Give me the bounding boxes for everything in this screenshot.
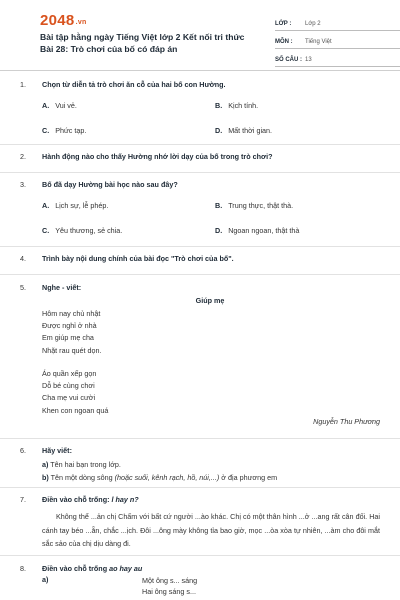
q3-option-d[interactable]: D. Ngoan ngoan, thật thà [215, 226, 300, 235]
divider [0, 274, 400, 275]
question-7: 7. Điền vào chỗ trống: l hay n? Không thể ...ản chị Chấm với bất cứ người ...ào khác. Chị có một thân hình ...ở ...ang rất cân đối. Hai cánh tay béo ...ẵn, chắc ...ịch. Đôi ...ông mày không tỉa bao giờ, mọc ...òa xòa tự nhiên, ...àm cho đôi mắt sắc sảo của chị dịu dàng đi. [20, 495, 380, 551]
q8-lines: Một ông s... sáng Hai ông sáng s... [142, 576, 198, 596]
meta-question-count: SỐ CÂU : 13 [275, 49, 400, 67]
divider [0, 246, 400, 247]
question-1: 1. Chọn từ diễn tả trò chơi ăn cỗ của hai bố con Hường. A. Vui vẻ. B. Kịch tính. C. Phức tạp. D. Mất thời gian. [20, 80, 380, 135]
q3-option-b[interactable]: B. Trung thực, thật thà. [215, 201, 294, 210]
q1-option-c[interactable]: C. Phức tạp. [42, 126, 87, 135]
question-5: 5. Nghe - viết: [20, 283, 82, 292]
divider [0, 555, 400, 556]
q6-part-a: a) Tên hai bạn trong lớp. [42, 460, 121, 469]
poem-title: Giúp mẹ [195, 296, 225, 305]
q3-option-c[interactable]: C. Yêu thương, sẻ chia. [42, 226, 123, 235]
question-8: 8. Điền vào chỗ trống ao hay au a) Một ông s... sáng Hai ông sáng s... [20, 564, 198, 596]
q6-part-b: b) Tên một dòng sông (hoặc suối, kênh rạch, hồ, núi,...) ở địa phương em [42, 473, 278, 482]
header [20, 0, 380, 66]
divider [0, 144, 400, 145]
document-title: Bài tập hằng ngày Tiếng Việt lớp 2 Kết nối tri thức Bài 28: Trò chơi của bố có đáp án [40, 32, 245, 54]
divider [0, 172, 400, 173]
meta-info [275, 13, 400, 67]
site-logo[interactable]: 2048.vn [40, 12, 87, 29]
poem-stanza-2: Áo quần xếp gọn Dỗ bé cùng chơi Cha mẹ vui cười Khen con ngoan quá [42, 369, 109, 415]
question-3: 3. Bố đã dạy Hường bài học nào sau đây? A. Lịch sự, lễ phép. B. Trung thực, thật thà. C. Yêu thương, sẻ chia. D. Ngoan ngoan, thật thà [20, 180, 380, 235]
question-2: 2. Hành động nào cho thấy Hường nhớ lời dạy của bố trong trò chơi? [20, 152, 273, 161]
q8-part-a-label: a) [42, 575, 49, 584]
question-6: 6. Hãy viết: a) Tên hai bạn trong lớp. b) Tên một dòng sông (hoặc suối, kênh rạch, hồ, núi,...) ở địa phương em [20, 446, 380, 484]
question-4: 4. Trình bày nội dung chính của bài đọc "Trò chơi của bố". [20, 254, 234, 263]
q1-option-b[interactable]: B. Kịch tính. [215, 101, 259, 110]
meta-class: LỚP : Lớp 2 [275, 13, 400, 31]
meta-subject: MÔN : Tiếng Việt [275, 31, 400, 49]
header-divider [0, 70, 400, 71]
divider [0, 487, 400, 488]
divider [0, 438, 400, 439]
q1-option-d[interactable]: D. Mất thời gian. [215, 126, 273, 135]
q1-option-a[interactable]: A. Vui vẻ. [42, 101, 77, 110]
q3-option-a[interactable]: A. Lịch sự, lễ phép. [42, 201, 109, 210]
poem-stanza-1: Hôm nay chủ nhật Được nghỉ ở nhà Em giúp mẹ cha Nhặt rau quét dọn. [42, 309, 102, 355]
q7-paragraph: Không thể ...ản chị Chấm với bất cứ người ...ào khác. Chị có một thân hình ...ở ...ang rất cân đối. Hai cánh tay béo ...ẵn, chắc ...ịch. Đôi ...ông mày không tỉa bao giờ, mọc ...òa xòa tự nhiên, ...àm cho đôi mắt sắc sảo của chị dịu dàng đi. [42, 512, 380, 548]
poem-author: Nguyễn Thu Phương [313, 417, 380, 426]
